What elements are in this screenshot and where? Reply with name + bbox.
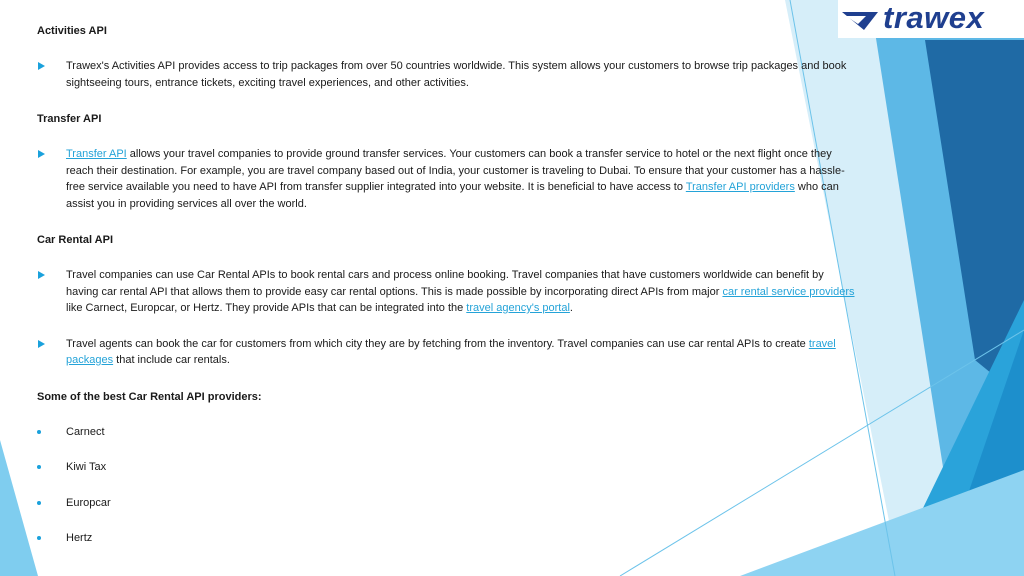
link-travel-agency-portal[interactable]: travel agency's portal — [466, 302, 570, 314]
bullet-activities — [37, 58, 857, 91]
triangle-bullet-icon — [38, 150, 45, 158]
triangle-bullet-icon — [38, 340, 45, 348]
bullet-text: like Carnect, Europcar, or Hertz. They provide APIs that can be integrated into the — [66, 302, 467, 314]
bullet-car-rental-2 — [37, 336, 857, 369]
left-corner-shape — [0, 440, 38, 576]
provider-name: Kiwi Tax — [66, 461, 107, 473]
bullet-text: who can assist you in providing services all over the world. — [66, 181, 839, 210]
heading-activities-api: Activities API — [37, 25, 107, 37]
list-item — [37, 459, 857, 476]
list-item — [37, 530, 857, 547]
provider-name: Europcar — [66, 496, 111, 509]
bullet-text: Travel companies can use Car Rental APIs to book rental cars and process online booking. Travel companies that have customers worldwide can benefit by having car rental API that allows them to provide easy car rental options. This is made possible by incorporating direct APIs from major — [66, 269, 824, 298]
bullet-text: Travel agents can book the car for customers from which city they are by fetching from the inventory. Travel companies can use car rental APIs to create — [66, 337, 809, 350]
bullet-text: allows your travel companies to provide ground transfer services. Your customers can book a transfer service to hotel or the next flight once they reach their destination. For example, you are travel company based out of India, your customer is traveling to Dubai. To ensure that your customer has a hassle-free service available you need to have API from transfer supplier integrated into your website. It is beneficial to have access to — [66, 148, 845, 193]
heading-transfer-api: Transfer API — [37, 113, 102, 125]
bullet-transfer — [37, 146, 857, 212]
bullet-text: that include car rentals. — [113, 354, 230, 366]
dot-bullet-icon — [37, 536, 41, 540]
link-transfer-api-providers[interactable]: Transfer API providers — [685, 181, 795, 193]
logo-text: trawex — [883, 0, 985, 35]
dot-bullet-icon — [37, 430, 41, 434]
link-car-rental-service-providers[interactable]: car rental service providers — [722, 285, 855, 298]
bullet-text: . — [569, 302, 573, 314]
logo-mark-icon — [838, 0, 883, 38]
link-travel-packages[interactable]: travel packages — [66, 337, 836, 366]
heading-car-rental-api: Car Rental API — [37, 234, 114, 246]
list-item — [37, 495, 857, 512]
dot-bullet-icon — [37, 501, 41, 505]
bullet-car-rental-1 — [37, 267, 857, 317]
provider-name: Hertz — [66, 532, 93, 544]
triangle-bullet-icon — [38, 271, 45, 279]
provider-name: Carnect — [66, 425, 105, 438]
heading-providers: Some of the best Car Rental API providers: — [37, 390, 262, 403]
link-transfer-api[interactable]: Transfer API — [66, 148, 127, 160]
trawex-logo — [838, 0, 1024, 38]
bullet-text: Trawex's Activities API provides access to trip packages from over 50 countries worldwide. This system allows your customers to browse trip packages and book sightseeing tours, entrance tickets, exciting travel experiences, and other activities. — [66, 60, 847, 89]
dot-bullet-icon — [37, 465, 41, 469]
list-item — [37, 424, 857, 441]
triangle-bullet-icon — [38, 62, 45, 70]
page-content — [37, 22, 857, 547]
